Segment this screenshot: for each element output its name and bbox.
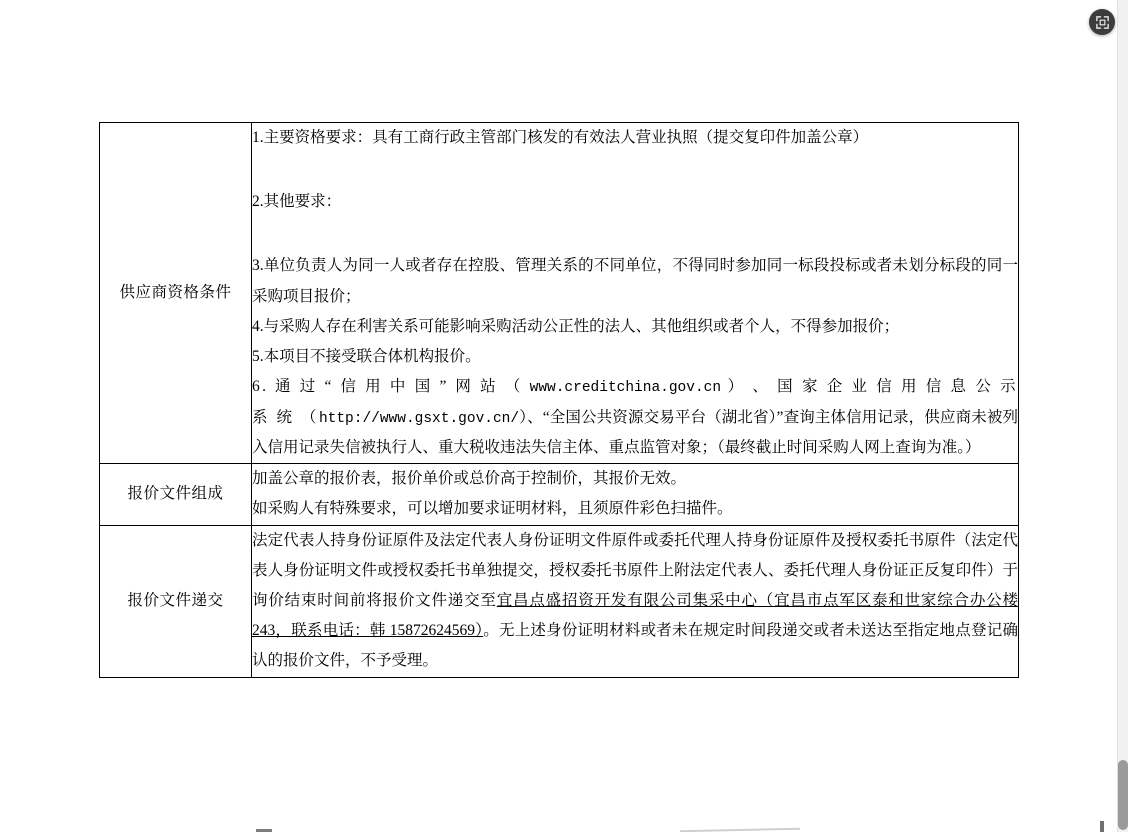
expand-icon[interactable]	[1089, 9, 1115, 35]
table-row	[100, 123, 1019, 464]
credit-china-prefix: 6. 通 过 “ 信 用 中 国 ” 网 站 （	[252, 378, 530, 396]
credit-records-text: ）、“全国公共资源交易平台（湖北省）”查询主体信用记录，供应商未被列入信用记录失信被执行人、重大税收违法失信主体、重点监管对象；（最终截止时间采购人网上查询为准。）	[252, 408, 1018, 456]
row-label-quotation-submission: 报价文件递交	[100, 525, 252, 677]
paragraph-qualification-6	[252, 372, 1018, 463]
credit-china-url: www.creditchina.gov.cn	[529, 380, 722, 397]
paragraph-qualification-2: 2.其他要求：	[252, 193, 342, 211]
row-content-quotation-composition	[252, 464, 1019, 525]
row-label-supplier-qualification: 供应商资格条件	[100, 123, 252, 464]
paragraph-qualification-1: 1.主要资格要求：具有工商行政主管部门核发的有效法人营业执照（提交复印件加盖公章）	[252, 129, 869, 146]
submission-text-post: 。无上述身份证明材料或者未在规定时间段递交或者未送达至指定地点登记确认的报价文件，不予受理。	[252, 622, 1018, 670]
scan-artifact	[680, 828, 800, 832]
submission-address-underlined: 宜昌点盛招资开发有限公司集采中心（宜昌市点军区泰和世家综合办公楼 243，联系电话：韩 15872624569）	[252, 591, 1018, 640]
row-label-quotation-composition: 报价文件组成	[100, 464, 252, 525]
paragraph-qualification-4: 4.与采购人存在利害关系可能影响采购活动公正性的法人、其他组织或者个人，不得参加报价；	[252, 317, 900, 335]
gsxt-url: http://www.gsxt.gov.cn/	[318, 410, 520, 427]
spacer	[252, 217, 1018, 251]
paragraph-composition-2: 如采购人有特殊要求，可以增加要求证明材料，且须原件彩色扫描件。	[252, 500, 733, 518]
spacer	[252, 153, 1018, 187]
paragraph-submission	[252, 526, 1018, 677]
table-row	[100, 464, 1019, 525]
table-row	[100, 525, 1019, 677]
paragraph-composition-1: 加盖公章的报价表，报价单价或总价高于控制价，其报价无效。	[252, 470, 687, 488]
submission-text-pre: 法定代表人持身份证原件及法定代表人身份证明文件原件或委托代理人持身份证原件及授权委托书原件（法定代表人身份证明文件或授权委托书单独提交，授权委托书原件上附法定代表人、委托代理人身份证正反复印件）于询价结束时间前将报价文件递交至	[252, 531, 1018, 609]
requirements-table	[99, 122, 1019, 678]
scrollbar-thumb[interactable]	[1118, 760, 1128, 830]
paragraph-qualification-5: 5.本项目不接受联合体机构报价。	[252, 348, 481, 366]
vertical-scrollbar[interactable]	[1117, 0, 1128, 832]
gsxt-prefix: ） 、 国 家 企 业 信 用 信 息 公 示 系 统 （	[252, 378, 1018, 426]
row-content-supplier-qualification	[252, 123, 1019, 464]
paragraph-qualification-3: 3.单位负责人为同一人或者存在控股、管理关系的不同单位，不得同时参加同一标段投标或者未划分标段的同一采购项目报价；	[252, 257, 1018, 305]
scan-artifact	[1100, 821, 1104, 832]
row-content-quotation-submission	[252, 525, 1019, 677]
